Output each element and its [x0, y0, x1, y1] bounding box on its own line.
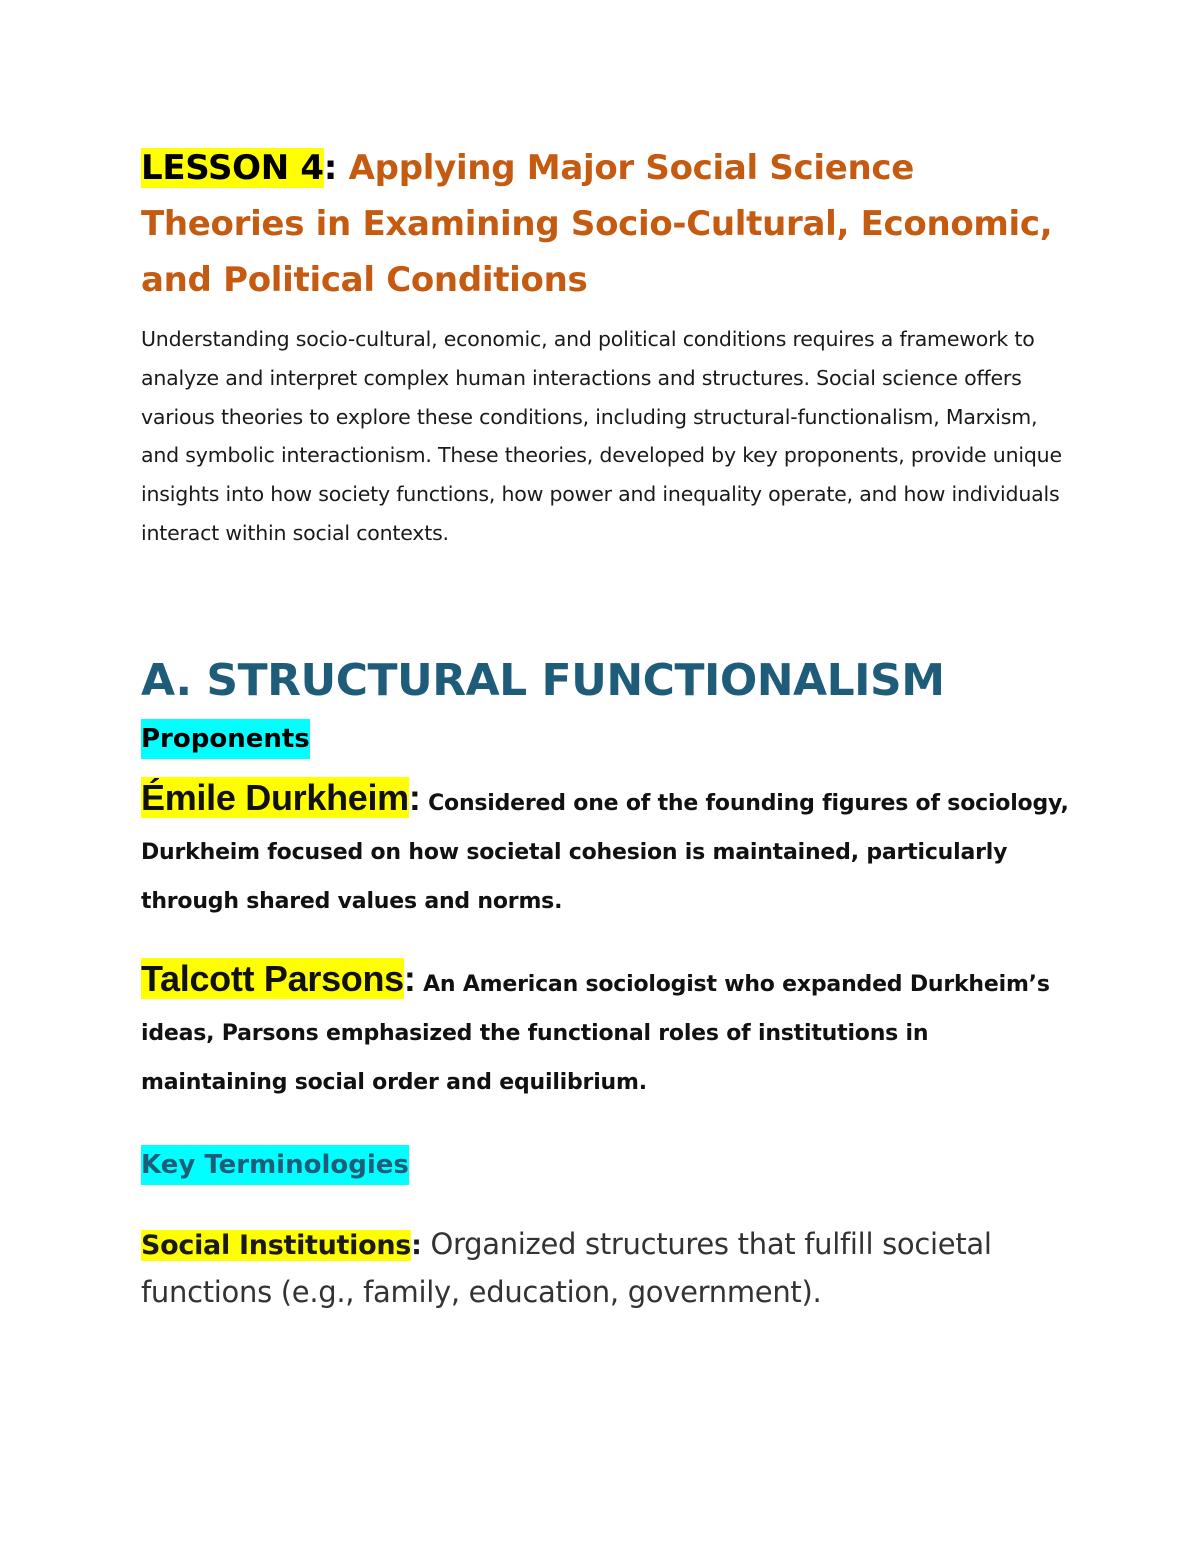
proponent-name: Émile Durkheim — [141, 776, 409, 818]
proponent-durkheim — [141, 773, 1071, 926]
lesson-colon: : — [323, 148, 338, 188]
key-term-colon: : — [411, 1229, 422, 1261]
key-term-name: Social Institutions — [141, 1229, 412, 1261]
key-term-social-institutions — [141, 1221, 1071, 1316]
proponent-colon: : — [408, 776, 421, 818]
lesson-title-text: Applying Major Social Science Theories in Examining Socio-Cultural, Economic, and Political Conditions — [141, 148, 1053, 300]
proponent-colon: : — [403, 957, 416, 999]
key-terms-block — [141, 1145, 1071, 1316]
proponent-description: Considered one of the founding figures of sociology, Durkheim focused on how societal cohesion is maintained, particularly through shared values and norms. — [141, 790, 1069, 914]
proponent-name: Talcott Parsons — [141, 957, 404, 999]
lesson-title — [141, 140, 1071, 308]
lesson-label: LESSON 4 — [141, 148, 324, 188]
proponents-block — [141, 711, 1071, 1107]
key-term-definition: Organized structures that fulfill societal functions (e.g., family, education, government). — [141, 1226, 992, 1309]
document-page — [141, 140, 1071, 1316]
key-terms-heading: Key Terminologies — [141, 1145, 409, 1185]
proponent-parsons — [141, 954, 1071, 1107]
proponents-heading: Proponents — [141, 719, 310, 759]
proponent-description: An American sociologist who expanded Durkheim’s ideas, Parsons emphasized the functional roles of institutions in maintaining social order and equilibrium. — [141, 971, 1050, 1095]
section-heading: A. STRUCTURAL FUNCTIONALISM — [141, 654, 945, 706]
intro-paragraph: Understanding socio-cultural, economic, and political conditions requires a framework to analyze and interpret complex human interactions and structures. Social science offers various theories to explore these conditions, including structural-functionalism, Marxism, and symbolic interactionism. These theories, developed by key proponents, provide unique insights into how society functions, how power and inequality operate, and how individuals interact within social contexts. — [141, 327, 1062, 545]
